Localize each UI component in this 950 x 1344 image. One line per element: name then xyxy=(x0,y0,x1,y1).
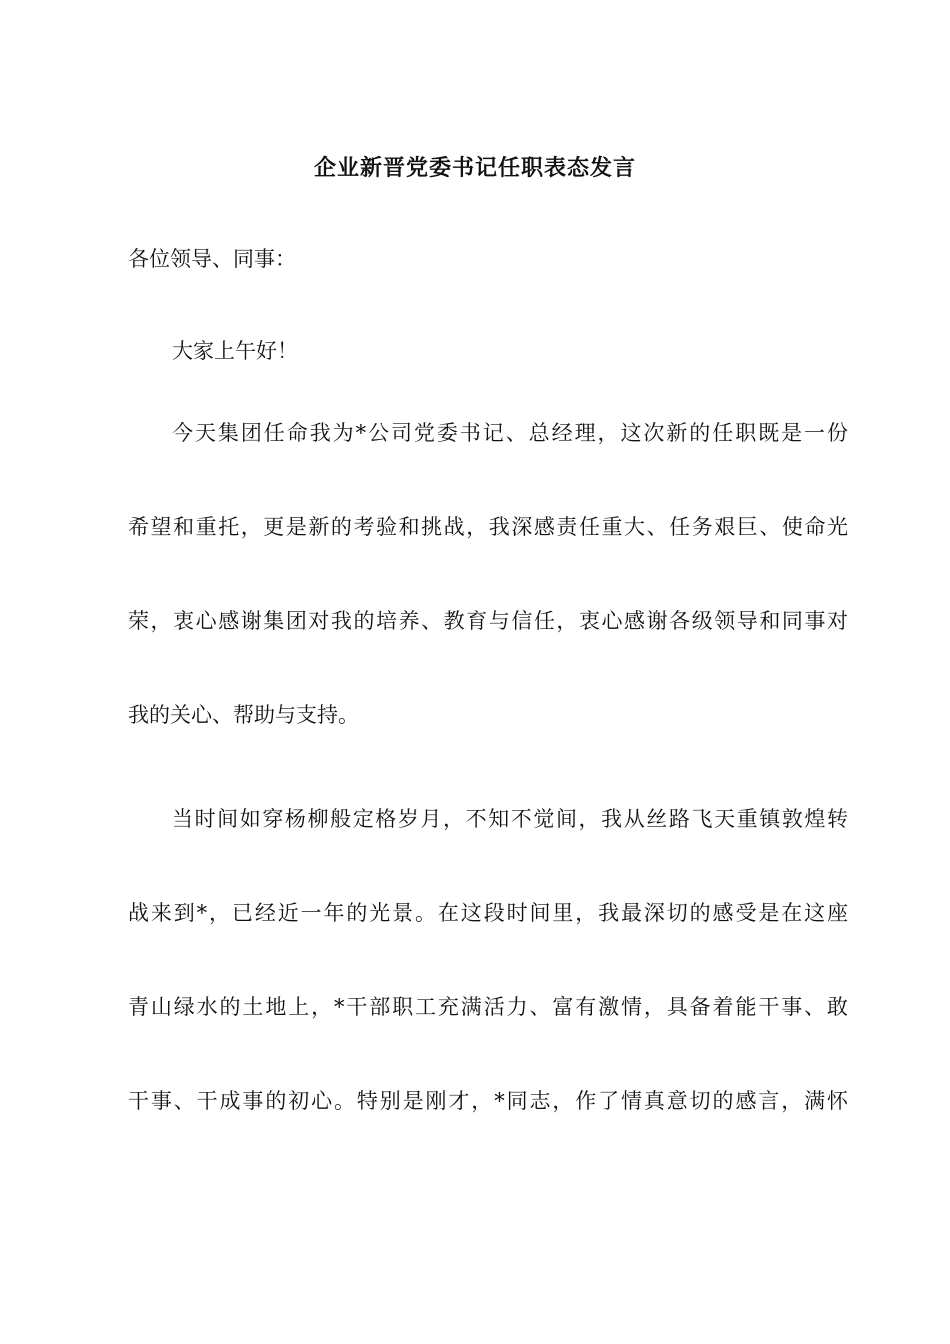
salutation: 各位领导、同事： xyxy=(128,247,296,271)
paragraph-2 xyxy=(128,804,848,1180)
paragraph-line: 希望和重托，更是新的考验和挑战，我深感责任重大、任务艰巨、使命光 xyxy=(128,515,848,539)
paragraph-line: 大家上午好！ xyxy=(172,339,298,363)
paragraph-line: 荣，衷心感谢集团对我的培养、教育与信任，衷心感谢各级领导和同事对 xyxy=(128,609,848,633)
paragraph-line: 干事、干成事的初心。特别是刚才，*同志，作了情真意切的感言，满怀 xyxy=(128,1089,848,1113)
paragraph-line: 当时间如穿杨柳般定格岁月，不知不觉间，我从丝路飞天重镇敦煌转 xyxy=(172,807,848,831)
document-title: 企业新晋党委书记任职表态发言 xyxy=(313,155,636,181)
paragraph-line: 青山绿水的土地上，*干部职工充满活力、富有激情，具备着能干事、敢 xyxy=(128,995,848,1019)
greeting-paragraph xyxy=(128,336,848,430)
paragraph-line: 今天集团任命我为*公司党委书记、总经理，这次新的任职既是一份 xyxy=(172,421,848,445)
paragraph-1 xyxy=(128,418,848,794)
paragraph-line: 我的关心、帮助与支持。 xyxy=(128,703,359,727)
paragraph-line: 战来到*，已经近一年的光景。在这段时间里，我最深切的感受是在这座 xyxy=(128,901,848,925)
